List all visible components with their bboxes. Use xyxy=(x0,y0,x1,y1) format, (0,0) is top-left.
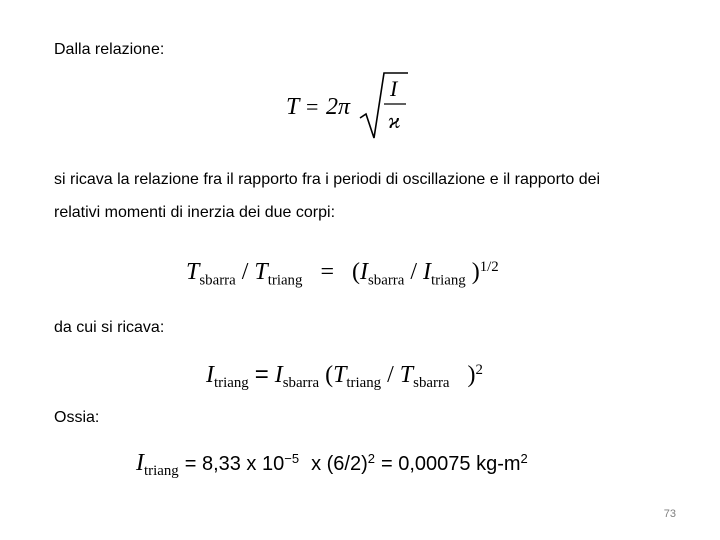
formula2-I1: I xyxy=(359,259,368,286)
formula2-close-paren: ) xyxy=(471,259,480,286)
derive-text: da cui si ricava: xyxy=(54,319,165,336)
formula4-exp2: 2 xyxy=(367,450,375,466)
formula3-sub-sbarra: sbarra xyxy=(282,375,320,392)
formula4-sub-triang: triang xyxy=(144,463,179,480)
formula3-slash: / xyxy=(387,362,394,388)
formula2-T1: T xyxy=(186,259,200,286)
intro-text: Dalla relazione: xyxy=(54,41,165,58)
formula2-sub-sbarra-2: sbarra xyxy=(367,272,405,289)
formula2-open-paren: ( xyxy=(351,259,360,286)
formula4-I: I xyxy=(136,450,144,476)
formula4-exp1: −5 xyxy=(284,450,300,466)
formula3-exponent: 2 xyxy=(475,361,483,378)
formula2-exponent: 1/2 xyxy=(479,259,499,275)
formula2-I2: I xyxy=(423,259,431,286)
inertia-formula xyxy=(206,361,483,392)
formula2-sub-triang: triang xyxy=(267,272,303,289)
formula3-sub-sbarra-2: sbarra xyxy=(413,375,450,392)
formula3-I2: I xyxy=(274,362,283,388)
page-number: 73 xyxy=(663,508,676,520)
ossia-text: Ossia: xyxy=(54,409,100,426)
formula2-T2: T xyxy=(254,259,268,286)
formula2-sub-sbarra: sbarra xyxy=(199,272,236,289)
formula3-T2: T xyxy=(399,362,414,388)
paragraph-line-1: si ricava la relazione fra il rapporto fra i periodi di oscillazione e il rapporto dei xyxy=(54,171,601,188)
ratio-formula xyxy=(186,259,499,289)
formula2-equals: = xyxy=(320,259,334,286)
formula2-slash2: / xyxy=(410,259,417,286)
result-formula xyxy=(136,450,528,480)
formula3-sub-triang-2: triang xyxy=(346,375,382,392)
formula3-open-paren: ( xyxy=(325,362,334,388)
formula3-I1: I xyxy=(206,362,214,388)
paragraph-line-2: relativi momenti di inerzia dei due corpi: xyxy=(54,204,336,221)
formula1-lhs: T xyxy=(286,94,300,120)
period-formula xyxy=(280,70,420,150)
formula3-equals: = xyxy=(254,361,269,388)
formula2-slash1: / xyxy=(241,259,249,286)
formula4-part1: = 8,33 x 10 xyxy=(184,453,285,475)
formula4-part2: x (6/2) xyxy=(311,453,368,475)
formula4-part3: = 0,00075 kg-m xyxy=(380,453,521,475)
formula1-numerator: I xyxy=(390,76,398,101)
formula3-T1: T xyxy=(333,362,347,388)
sqrt-sign xyxy=(360,73,408,138)
formula1-equals: = xyxy=(306,94,319,119)
formula3-sub-triang: triang xyxy=(214,375,249,392)
formula4-exp3: 2 xyxy=(520,450,528,466)
formula1-denominator: ϰ xyxy=(388,108,401,133)
formula2-sub-triang-2: triang xyxy=(431,272,466,289)
formula3-close-paren: ) xyxy=(467,362,476,388)
formula1-coef: 2π xyxy=(326,94,351,120)
